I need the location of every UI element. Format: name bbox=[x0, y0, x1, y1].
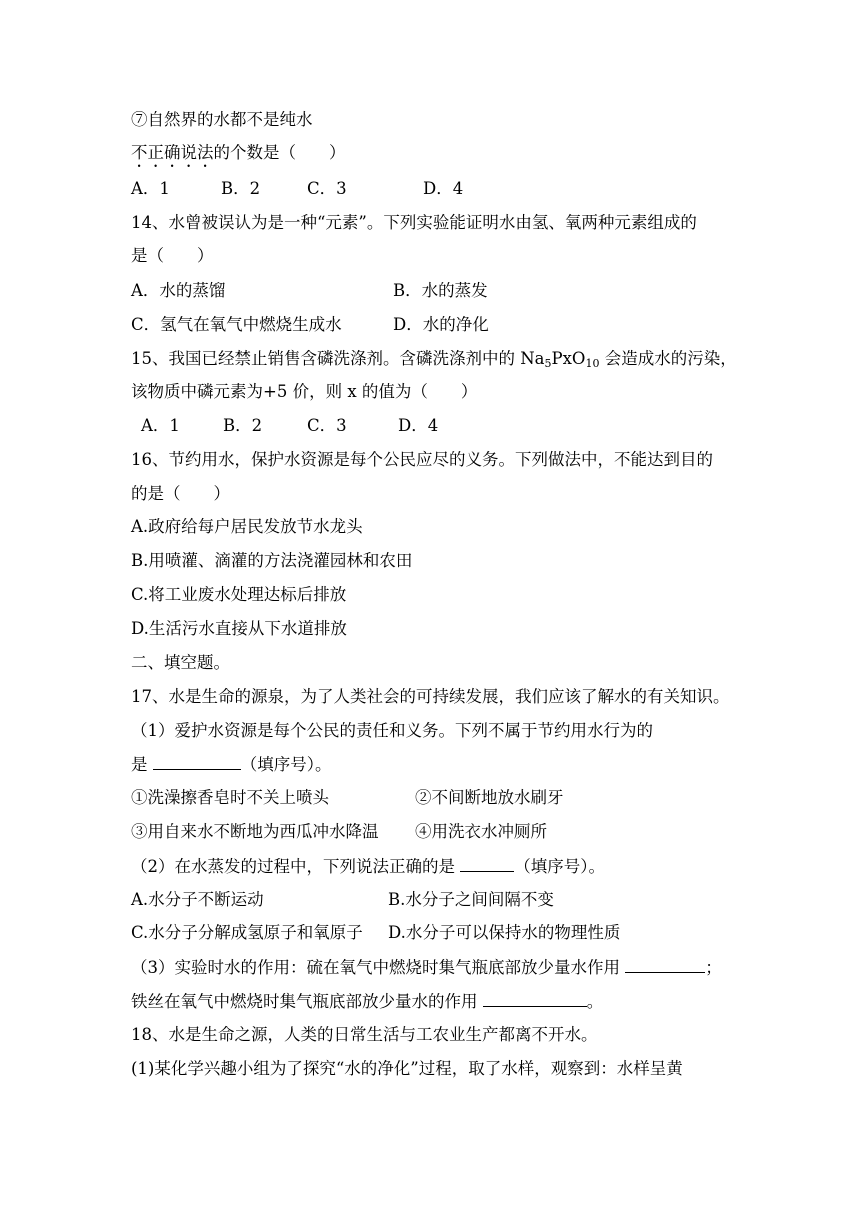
question-18-text: 18、水是生命之源，人类的日常生活与工农业生产都离不开水。 bbox=[131, 1025, 598, 1044]
option-a: A．1 bbox=[141, 416, 180, 435]
option-d: D.生活污水直接从下水道排放 bbox=[131, 619, 347, 638]
question-17-options bbox=[131, 787, 564, 809]
question-15-text bbox=[131, 348, 737, 370]
option-b: B．2 bbox=[223, 416, 263, 435]
option-a: A．水的蒸馏 bbox=[131, 281, 226, 300]
option-d: D．4 bbox=[423, 179, 464, 198]
option-c: C．3 bbox=[307, 416, 347, 435]
answer-blank[interactable] bbox=[625, 956, 705, 973]
text-span: 。 bbox=[586, 992, 604, 1011]
option-c: C．氢气在氧气中燃烧生成水 bbox=[131, 315, 342, 334]
option-c: C.水分子分解成氢原子和氧原子 bbox=[131, 923, 363, 942]
text-span: （填序号）。 bbox=[514, 857, 605, 876]
option-c: C.将工业废水处理达标后排放 bbox=[131, 585, 347, 604]
option-a: A．1 bbox=[131, 179, 170, 198]
text-span: 会造成水的污染， bbox=[599, 349, 737, 368]
option-a: A.政府给每户居民发放节水龙头 bbox=[131, 517, 363, 536]
question-17-part-2 bbox=[131, 855, 605, 877]
question-17-part-3 bbox=[131, 990, 603, 1012]
question-16-text: 16、节约用水，保护水资源是每个公民应尽的义务。下列做法中，不能达到目的 bbox=[131, 450, 713, 469]
option-4: ④用洗衣水冲厕所 bbox=[415, 822, 547, 841]
text-span: （2）在水蒸发的过程中，下列说法正确的是 bbox=[131, 857, 461, 876]
option-2: ②不间断地放水刷牙 bbox=[415, 788, 564, 807]
question-14-options bbox=[131, 280, 488, 302]
question-17-part-1 bbox=[131, 753, 332, 775]
text-span: （3）实验时水的作用：硫在氧气中燃烧时集气瓶底部放少量水作用 bbox=[131, 958, 626, 977]
answer-blank[interactable] bbox=[460, 855, 514, 872]
text-span: 铁丝在氧气中燃烧时集气瓶底部放少量水的作用 bbox=[131, 992, 483, 1011]
option-b: B.水分子之间间隔不变 bbox=[388, 890, 554, 909]
emphasized-text: 不正确说法 bbox=[131, 143, 214, 162]
text-line: ⑦自然界的水都不是纯水 bbox=[131, 110, 313, 129]
option-1: ①洗澡擦香皂时不关上喷头 bbox=[131, 788, 329, 807]
question-17-part-3 bbox=[131, 956, 722, 978]
answer-blank[interactable] bbox=[153, 753, 241, 770]
question-14-options bbox=[131, 314, 489, 336]
option-d: D．4 bbox=[398, 416, 439, 435]
text-span: 是 bbox=[131, 755, 153, 774]
text-span: PxO bbox=[551, 349, 586, 368]
question-17-part-1: （1）爱护水资源是每个公民的责任和义务。下列不属于节约用水行为的 bbox=[131, 721, 653, 740]
option-d: D．水的净化 bbox=[393, 315, 489, 334]
question-18-part-1: (1)某化学兴趣小组为了探究“水的净化”过程，取了水样，观察到：水样呈黄 bbox=[131, 1059, 683, 1078]
option-b: B．水的蒸发 bbox=[393, 281, 488, 300]
text-span: （填序号）。 bbox=[240, 755, 332, 774]
question-17-options bbox=[131, 922, 620, 944]
subscript: 10 bbox=[585, 357, 600, 370]
option-c: C．3 bbox=[307, 179, 347, 198]
text-span: 的个数是（ ） bbox=[213, 143, 346, 162]
question-17-options bbox=[131, 821, 547, 843]
question-17-text: 17、水是生命的源泉，为了人类社会的可持续发展，我们应该了解水的有关知识。 bbox=[131, 687, 730, 706]
question-15-options bbox=[141, 415, 438, 437]
option-b: B．2 bbox=[221, 179, 261, 198]
answer-blank[interactable] bbox=[483, 990, 587, 1007]
question-15-text: 该物质中磷元素为+5 价，则 x 的值为（ ） bbox=[131, 382, 478, 401]
question-17-options bbox=[131, 889, 554, 911]
option-b: B.用喷灌、滴灌的方法浇灌园林和农田 bbox=[131, 551, 413, 570]
option-3: ③用自来水不断地为西瓜冲水降温 bbox=[131, 822, 379, 841]
option-d: D.水分子可以保持水的物理性质 bbox=[388, 923, 621, 942]
question-14-text: 是（ ） bbox=[131, 246, 214, 265]
question-13-options bbox=[131, 178, 463, 200]
option-a: A.水分子不断运动 bbox=[131, 890, 264, 909]
question-14-text: 14、水曾被误认为是一种“元素”。下列实验能证明水由氢、氧两种元素组成的 bbox=[131, 213, 697, 232]
section-heading: 二、填空题。 bbox=[131, 653, 230, 672]
text-span: 15、我国已经禁止销售含磷洗涤剂。含磷洗涤剂中的 Na bbox=[131, 349, 545, 368]
question-13-prompt bbox=[131, 142, 346, 164]
subscript: 5 bbox=[544, 357, 552, 370]
question-16-text: 的是（ ） bbox=[131, 484, 230, 503]
text-span: ； bbox=[705, 958, 722, 977]
